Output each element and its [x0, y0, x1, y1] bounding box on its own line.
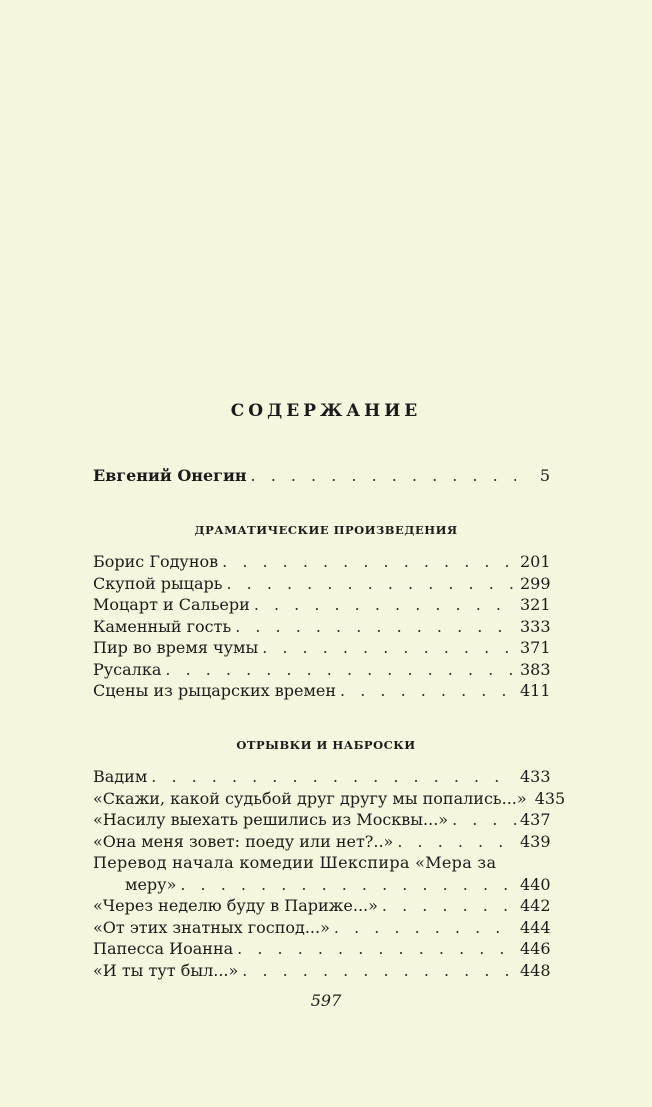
page-number: 597 [310, 991, 342, 1010]
toc-leader-dots [237, 938, 516, 960]
toc-entry [93, 809, 550, 831]
toc-leader-dots [334, 917, 516, 939]
toc-leader-dots [254, 594, 516, 616]
toc-entry [93, 551, 550, 573]
toc-entry-title: Перевод начала комедии Шекспира «Мера за [93, 853, 497, 872]
toc-entry-page: 5 [539, 466, 550, 485]
toc-leader-dots [235, 616, 516, 638]
toc-entry [93, 616, 550, 638]
toc-entry-page: 321 [520, 595, 551, 614]
toc-leader-dots [151, 766, 516, 788]
toc-entry-page: 437 [520, 810, 551, 829]
toc-intro [93, 465, 550, 487]
toc-entry [93, 680, 550, 702]
toc-entry-page: 383 [520, 659, 551, 679]
toc-entry [93, 766, 550, 788]
toc-leader-dots [222, 551, 516, 573]
toc-entry-first-line [93, 852, 550, 874]
toc-leader-dots [251, 465, 516, 487]
toc-entry-title: «Скажи, какой судьбой друг другу мы попались...» [93, 788, 527, 808]
toc-leader-dots [226, 573, 516, 595]
toc-entry [93, 960, 550, 982]
toc-leader-dots [165, 659, 516, 681]
toc-section-dramatic [93, 551, 550, 702]
section-heading-dramatic: ДРАМАТИЧЕСКИЕ ПРОИЗВЕДЕНИЯ [194, 523, 458, 537]
toc-entry-page: 433 [520, 767, 551, 786]
toc-entry-title: Сцены из рыцарских времен [93, 681, 337, 700]
section-heading-fragments: ОТРЫВКИ И НАБРОСКИ [236, 738, 416, 752]
toc-leader-dots [397, 831, 516, 853]
toc-entry-title: «Она меня зовет: поеду или нет?..» [93, 831, 394, 851]
toc-leader-dots [242, 960, 516, 982]
toc-leader-dots [382, 895, 516, 917]
toc-entry [93, 659, 550, 681]
toc-entry-title: Евгений Онегин [93, 466, 247, 485]
toc-leader-dots [180, 874, 516, 896]
toc-entry-page: 333 [520, 616, 551, 636]
toc-leader-dots [452, 809, 516, 831]
toc-entry [93, 895, 550, 917]
toc-entry-page: 442 [520, 896, 551, 915]
toc-entry-page: 448 [520, 960, 551, 980]
toc-entry [93, 465, 550, 487]
toc-entry [93, 831, 550, 853]
toc-section-fragments [93, 766, 566, 981]
toc-entry-title-continuation: меру» [125, 874, 177, 894]
toc-entry [93, 573, 550, 595]
toc-entry-title: «Насилу выехать решились из Москвы...» [93, 810, 449, 829]
toc-entry-title: Каменный гость [93, 616, 232, 636]
toc-entry-title: Борис Годунов [93, 552, 219, 571]
toc-entry-page: 435 [534, 788, 566, 808]
toc-entry-title: Папесса Иоанна [93, 939, 234, 958]
toc-entry-page: 411 [520, 681, 551, 700]
toc-entry-title: Скупой рыцарь [93, 573, 223, 593]
page-title: СОДЕРЖАНИЕ [230, 401, 422, 421]
toc-entry [93, 637, 550, 659]
toc-entry [93, 917, 550, 939]
toc-entry-page: 201 [520, 552, 551, 571]
toc-entry-continuation [93, 874, 550, 896]
toc-entry-page: 446 [520, 939, 551, 958]
toc-entry-title: «Через неделю буду в Париже...» [93, 896, 378, 915]
toc-entry-title: Русалка [93, 659, 162, 679]
toc-entry-title: Вадим [93, 767, 148, 786]
toc-entry-page: 299 [520, 573, 551, 593]
toc-entry-page: 444 [520, 917, 551, 937]
toc-entry-title: «От этих знатных господ...» [93, 917, 330, 937]
toc-leader-dots [262, 637, 516, 659]
toc-entry-page: 439 [520, 831, 551, 851]
toc-entry [93, 594, 550, 616]
toc-entry-title: Пир во время чумы [93, 638, 259, 657]
toc-leader-dots [340, 680, 516, 702]
toc-entry [93, 788, 566, 810]
toc-entry-title: Моцарт и Сальери [93, 595, 250, 614]
toc-entry-page: 371 [520, 638, 551, 657]
toc-entry [93, 938, 550, 960]
toc-entry-page: 440 [520, 874, 551, 894]
toc-entry-title: «И ты тут был...» [93, 960, 239, 980]
